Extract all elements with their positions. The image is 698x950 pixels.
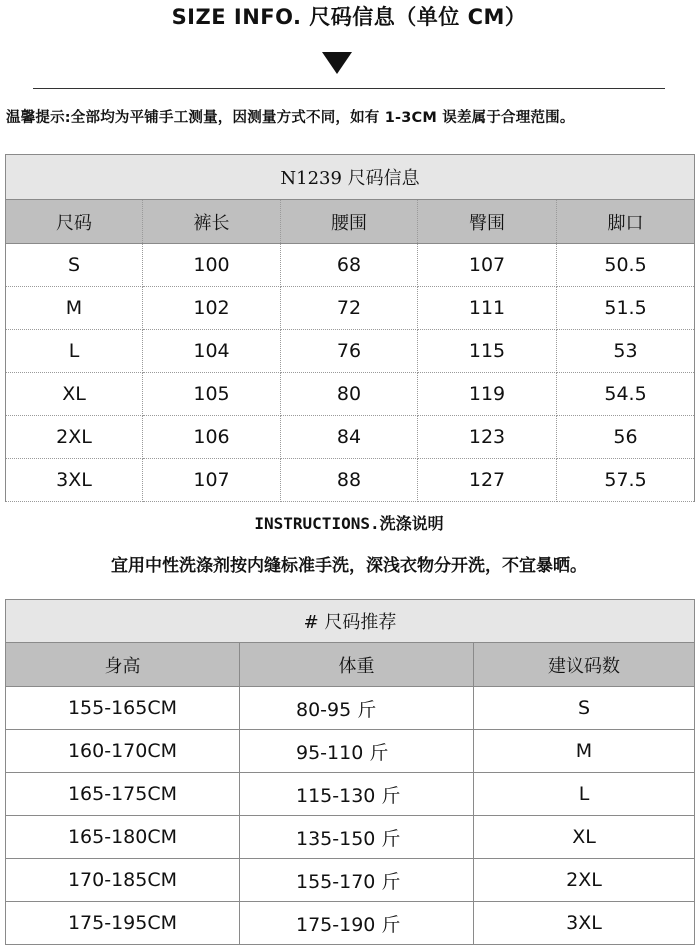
size-table-header-row <box>6 200 695 244</box>
column-header-weight: 体重 <box>240 643 474 687</box>
height-cell: 175-195CM <box>6 902 240 945</box>
suggested-size-cell: XL <box>474 816 695 859</box>
suggested-size-cell: 2XL <box>474 859 695 902</box>
waist-cell: 80 <box>281 373 418 416</box>
table-row <box>6 902 695 945</box>
hip-cell: 107 <box>418 244 557 287</box>
table-row <box>6 373 695 416</box>
weight-cell: 80-95 斤 <box>240 687 474 730</box>
column-header-suggested-size: 建议码数 <box>474 643 695 687</box>
weight-cell: 95-110 斤 <box>240 730 474 773</box>
column-header-pants-length: 裤长 <box>143 200 281 244</box>
size-cell: XL <box>6 373 143 416</box>
table-row <box>6 416 695 459</box>
size-info-table <box>5 154 695 502</box>
column-header-height: 身高 <box>6 643 240 687</box>
hem-cell: 57.5 <box>557 459 695 502</box>
weight-cell: 155-170 斤 <box>240 859 474 902</box>
pants-length-cell: 105 <box>143 373 281 416</box>
height-cell: 165-175CM <box>6 773 240 816</box>
down-triangle-icon <box>322 52 352 74</box>
height-cell: 155-165CM <box>6 687 240 730</box>
hip-cell: 127 <box>418 459 557 502</box>
pants-length-cell: 102 <box>143 287 281 330</box>
title-divider <box>33 88 665 89</box>
pants-length-cell: 107 <box>143 459 281 502</box>
column-header-hip: 臀围 <box>418 200 557 244</box>
size-cell: S <box>6 244 143 287</box>
waist-cell: 84 <box>281 416 418 459</box>
size-cell: L <box>6 330 143 373</box>
table-row <box>6 859 695 902</box>
pants-length-cell: 106 <box>143 416 281 459</box>
weight-cell: 135-150 斤 <box>240 816 474 859</box>
table-row <box>6 773 695 816</box>
table-row <box>6 730 695 773</box>
weight-cell: 115-130 斤 <box>240 773 474 816</box>
waist-cell: 76 <box>281 330 418 373</box>
size-recommendation-table <box>5 599 695 945</box>
suggested-size-cell: L <box>474 773 695 816</box>
suggested-size-cell: M <box>474 730 695 773</box>
recommend-table-header-row <box>6 643 695 687</box>
page-title: SIZE INFO. 尺码信息（单位 CM） <box>171 5 527 29</box>
waist-cell: 68 <box>281 244 418 287</box>
waist-cell: 72 <box>281 287 418 330</box>
pants-length-cell: 104 <box>143 330 281 373</box>
table-row <box>6 816 695 859</box>
table-row <box>6 459 695 502</box>
table-row <box>6 330 695 373</box>
hem-cell: 56 <box>557 416 695 459</box>
suggested-size-cell: S <box>474 687 695 730</box>
height-cell: 160-170CM <box>6 730 240 773</box>
hip-cell: 115 <box>418 330 557 373</box>
hip-cell: 119 <box>418 373 557 416</box>
column-header-waist: 腰围 <box>281 200 418 244</box>
hip-cell: 111 <box>418 287 557 330</box>
hem-cell: 53 <box>557 330 695 373</box>
height-cell: 165-180CM <box>6 816 240 859</box>
recommend-table-caption: # 尺码推荐 <box>6 600 695 643</box>
size-cell: 3XL <box>6 459 143 502</box>
measurement-tip: 温馨提示:全部均为平铺手工测量，因测量方式不同，如有 1-3CM 误差属于合理范围。 <box>6 110 575 126</box>
table-row <box>6 287 695 330</box>
size-cell: 2XL <box>6 416 143 459</box>
size-cell: M <box>6 287 143 330</box>
size-table-caption: N1239 尺码信息 <box>6 155 695 200</box>
hem-cell: 50.5 <box>557 244 695 287</box>
hip-cell: 123 <box>418 416 557 459</box>
column-header-size: 尺码 <box>6 200 143 244</box>
pants-length-cell: 100 <box>143 244 281 287</box>
hem-cell: 54.5 <box>557 373 695 416</box>
hem-cell: 51.5 <box>557 287 695 330</box>
table-row <box>6 687 695 730</box>
column-header-hem: 脚口 <box>557 200 695 244</box>
waist-cell: 88 <box>281 459 418 502</box>
height-cell: 170-185CM <box>6 859 240 902</box>
instructions-title: INSTRUCTIONS.洗涤说明 <box>254 514 444 533</box>
table-row <box>6 244 695 287</box>
washing-instructions: 宜用中性洗涤剂按内缝标准手洗，深浅衣物分开洗，不宜暴晒。 <box>111 556 587 576</box>
suggested-size-cell: 3XL <box>474 902 695 945</box>
weight-cell: 175-190 斤 <box>240 902 474 945</box>
